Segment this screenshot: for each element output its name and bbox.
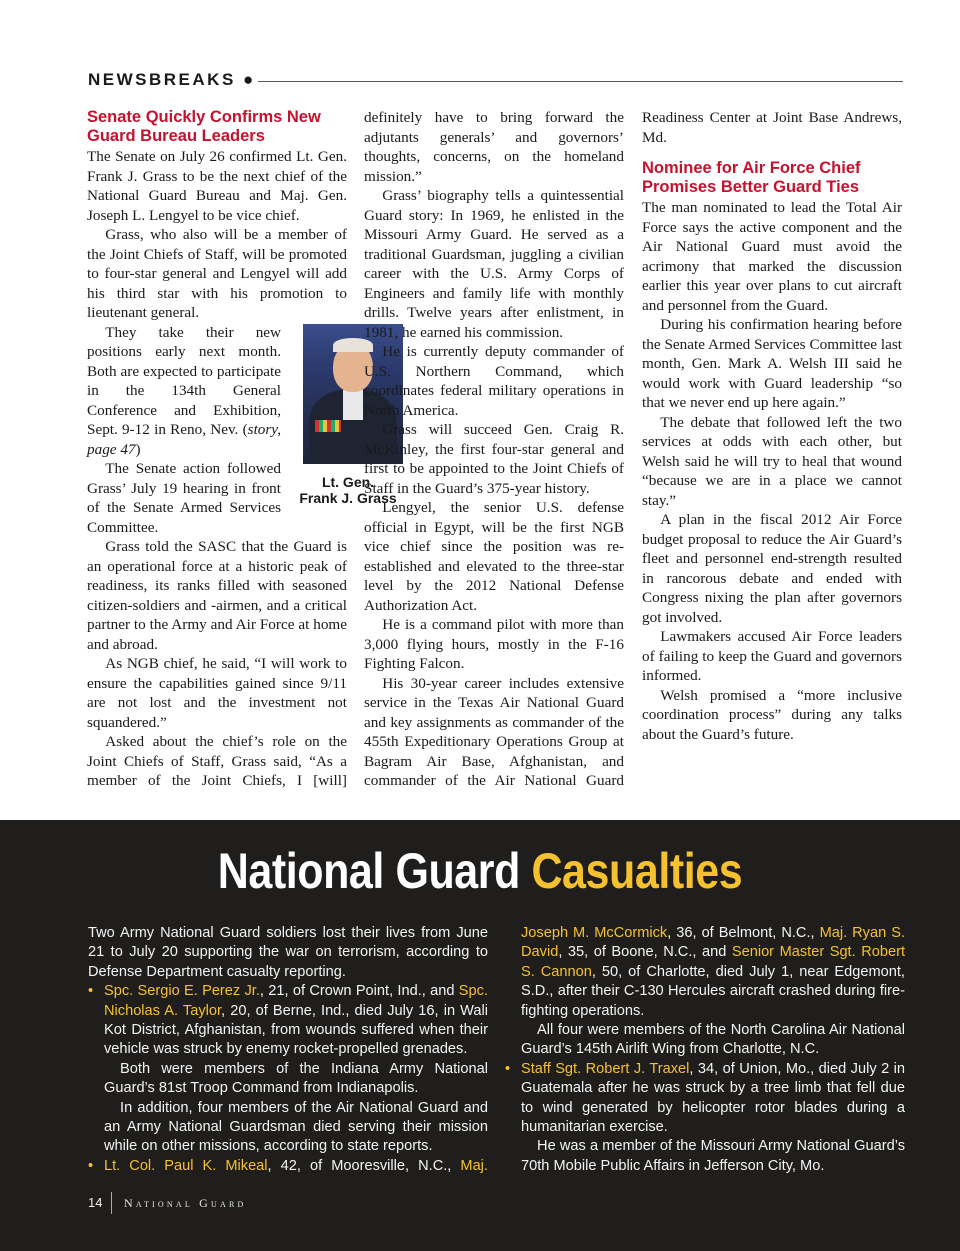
casualties-paragraph: All four were members of the North Carolina Air National Guard’s 145th Airlift Wing from Charlotte, N.C. (521, 1022, 905, 1058)
article1-paragraph: As NGB chief, he said, “I will work to ensure the capabilities gained since 9/11 are not lost and the investment not squandered.” (87, 655, 347, 731)
casualties-paragraph: In addition, four members of the Air National Guard and an Army National Guardsman died serving their mission while on other missions, according to state reports. (104, 1099, 488, 1155)
casualties-column-2 (505, 924, 905, 1176)
section-rule (258, 81, 903, 82)
footer-divider (111, 1192, 112, 1214)
story-reference: story, page 47 (87, 421, 281, 458)
casualties-paragraph: Both were members of the Indiana Army National Guard’s 81st Troop Command from Indianapolis. (104, 1060, 488, 1097)
column-3 (642, 108, 902, 744)
casualty-entry: • Lt. Col. Paul K. Mikeal, 42, of Mooresville, N.C., Maj. (88, 1157, 488, 1176)
casualty-entry: Joseph M. McCormick, 36, of Belmont, N.C., Maj. Ryan S. David, 35, of Boone, N.C., and Senior Master Sgt. Robert S. Cannon, 50, of Charlotte, died July 1, near Edgemont, S.D., after their C-130 Hercules aircraft crashed during fire-fighting operations. (521, 925, 905, 1019)
article1-paragraph: The Senate on July 26 confirmed Lt. Gen. Frank J. Grass to be the next chief of the National Guard Bureau and Maj. Gen. Joseph L. Lengyel to be vice chief. (87, 148, 347, 224)
article2-paragraph: Lawmakers accused Air Force leaders of failing to keep the Guard and governors informed. (642, 628, 902, 684)
bullet-icon: • (88, 983, 94, 1000)
casualty-entry: • Staff Sgt. Robert J. Traxel, 34, of Union, Mo., died July 2 in Guatemala after he was struck by a tree limb that fell due to wind generated by helicopter rotor blades during a humanitarian exercise. (505, 1060, 905, 1136)
article1-paragraph: Readiness Center at Joint Base Andrews, Md. (642, 109, 902, 146)
article1-paragraph: Grass told the SASC that the Guard is an operational force at a historic peak of readiness, its ranks filled with seasoned citizen-soldiers and -airmen, and a critical partner to the Army and Air Force at home and abroad. (87, 538, 347, 653)
casualties-title: National Guard Casualties (217, 843, 743, 899)
article1-paragraph: The Senate action followed Grass’ July 19 hearing in front of the Senate Armed Services Committee. (87, 460, 281, 536)
magazine-title: National Guard (124, 1196, 247, 1210)
article1-headline: Senate Quickly Confirms New Guard Bureau Leaders (87, 108, 321, 145)
article1-paragraph: Grass will succeed Gen. Craig R. McKinley, the first four-star general and first to be appointed to the Joint Chiefs of Staff in the Guard’s 375-year history. (364, 421, 624, 497)
article1-paragraph: Grass, who also will be a member of the Joint Chiefs of Staff, will be promoted to four-star general and Lengyel will add his third star with his promotion to lieutenant general. (87, 226, 347, 321)
article2-headline: Nominee for Air Force Chief Promises Better Guard Ties (642, 159, 861, 196)
article1-paragraph: definitely have to bring forward the adjutants generals’ and governors’ thoughts, concerns, on the homeland mission.” (364, 109, 624, 185)
bullet-icon: • (505, 1060, 511, 1077)
column-1 (87, 108, 397, 791)
article1-paragraph: Lengyel, the senior U.S. defense official in Egypt, will be the first NGB vice chief since the position was re-established and elevated to the three-star level by the 2012 National Defense Authorization Act. (364, 499, 624, 614)
article2-paragraph: The man nominated to lead the Total Air Force says the active component and the Air National Guard must avoid the acrimony that marked the discussion earlier this year over plans to cut aircraft and personnel from the Guard. (642, 199, 902, 314)
article1-paragraph: He is a command pilot with more than 3,000 flying hours, mostly in the F-16 Fighting Falcon. (364, 616, 624, 672)
casualties-column-1 (88, 924, 488, 1176)
article2-paragraph: During his confirmation hearing before the Senate Armed Services Committee last month, Gen. Mark A. Welsh III said he would work with Guard leadership “so that we never end up here again.” (642, 316, 902, 411)
bullet-icon: • (88, 1157, 94, 1174)
article2-paragraph: The debate that followed left the two services at odds with each other, but Welsh said he will try to heal that wound “because we are in a place we cannot stay.” (642, 413, 902, 509)
article1-paragraph: His 30-year career includes extensive service in the Texas Air National Guard and key assignments as commander of the 455th Expeditionary Operations Group at Bagram Air Base, Afghanistan, and commander of the Air National Guard (364, 674, 624, 789)
article1-paragraph: They take their new positions early next month. Both are expected to participate in the 134th General Conference and Exhibition, Sept. 9-12 in Reno, Nev. (story, page 47) (87, 323, 281, 458)
article2-paragraph: A plan in the fiscal 2012 Air Force budget proposal to reduce the Air Guard’s fleet and personnel end-strength resulted in rancorous debate and ended with Congress nixing the plan after governors got involved. (642, 511, 902, 626)
column-2 (364, 108, 624, 791)
article1-paragraph: He is currently deputy commander of U.S. Northern Command, which coordinates federal military operations in North America. (364, 343, 624, 419)
section-label: NEWSBREAKS ● (88, 70, 256, 89)
article2-paragraph: Welsh promised a “more inclusive coordination process” during any talks about the Guard’s future. (642, 686, 902, 743)
page-number: 14 (88, 1195, 103, 1210)
article1-paragraph: Grass’ biography tells a quintessential Guard story: In 1969, he enlisted in the Missouri Army Guard. He served as a traditional Guardsman, juggling a civilian career with the U.S. Army Corps of Engineers and family life with monthly drills. Twelve years after enlistment, in 1981, he earned his commission. (364, 187, 624, 341)
photo-caption: Lt. Gen. Frank J. Grass (299, 473, 397, 506)
article1-paragraph: Asked about the chief’s role on the Joint Chiefs of Staff, Grass said, “As a member of the Joint Chiefs, I [will] (87, 733, 347, 789)
casualties-intro: Two Army National Guard soldiers lost their lives from June 21 to July 20 supporting the war on terrorism, according to Defense Department casualty reporting. (88, 925, 488, 980)
casualty-entry: • Spc. Sergio E. Perez Jr., 21, of Crown Point, Ind., and Spc. Nicholas A. Taylor, 20, of Berne, Ind., died July 16, in Wali Kot District, Afghanistan, from wounds suffered when their vehicle was struck by enemy rocket-propelled grenades. (88, 983, 489, 1058)
casualties-paragraph: He was a member of the Missouri Army National Guard’s 70th Mobile Public Affairs in Jefferson City, Mo. (521, 1138, 905, 1174)
